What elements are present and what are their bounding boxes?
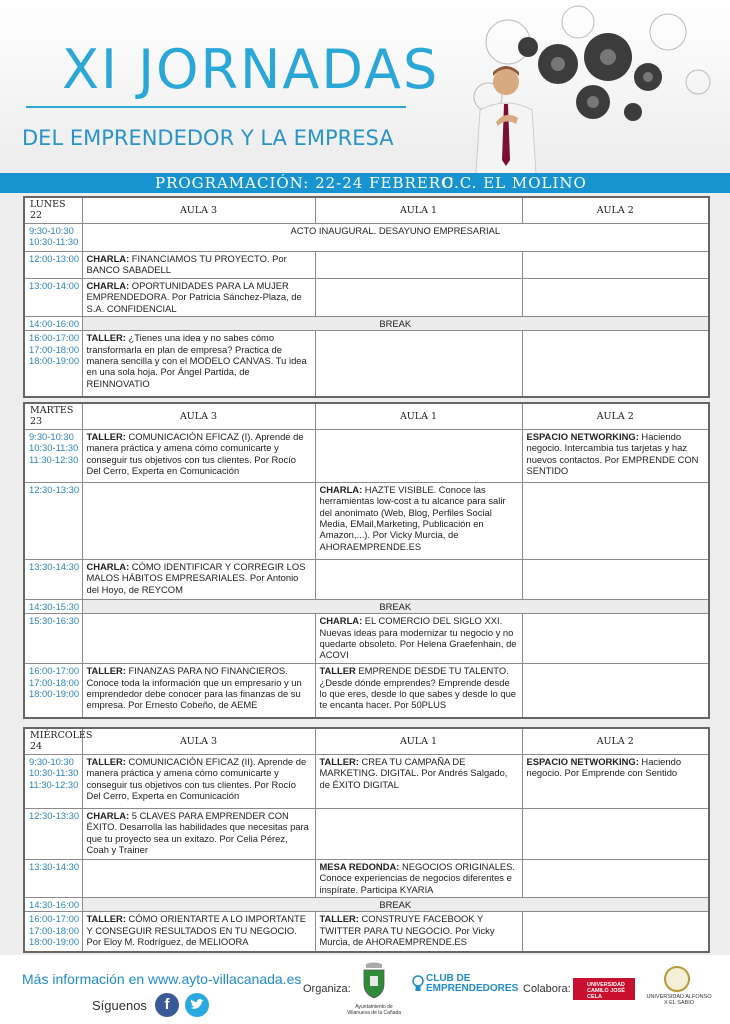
session-type: MESA REDONDA: (319, 860, 400, 872)
break-cell: BREAK (82, 599, 709, 613)
session-type: CHARLA: (319, 483, 363, 495)
table-row (24, 278, 709, 316)
time-slot: 13:30-14:30 (24, 859, 82, 897)
session-type: TALLER: (86, 913, 126, 925)
session-cell (315, 614, 522, 664)
empty-cell (522, 251, 709, 278)
room-header: AULA 2 (522, 197, 709, 223)
header (0, 0, 730, 172)
session-text: FINANCIAMOS TU PROYECTO. Por BANCO SABADELL (86, 252, 287, 276)
time-slot: 14:00-16:00 (24, 316, 82, 330)
table-row (24, 316, 709, 330)
session-text: CREA TU CAMPAÑA DE MARKETING. DIGITAL. Por Andrés Salgado, de ÉXITO DIGITAL (319, 755, 508, 790)
empty-cell (522, 278, 709, 316)
more-info-link[interactable]: Más información en www.ayto-villacanada.es (22, 971, 302, 987)
empty-cell (315, 559, 522, 599)
session-type: TALLER: (86, 665, 126, 677)
room-header: AULA 1 (315, 403, 522, 429)
uax-name: UNIVERSIDAD ALFONSO X EL SABIO (646, 994, 712, 1006)
time-slot: 16:00-17:00 17:00-18:00 18:00-19:00 (24, 331, 82, 397)
session-cell (315, 859, 522, 897)
session-text: HAZTE VISIBLE. Conoce las herramientas low-cost a tu alcance para salir del anonimato (Web, Blog, Perfiles Social Media, EMail,Marketing, Publicación en Amazon,...). Por Vicky Murcia, de AHORAEMPRENDE.ES (319, 483, 506, 552)
session-text: COMUNICACIÓN EFICAZ (I). Aprende de manera práctica y amena cómo comunicarte y conseguir tus objetivos con tus clientes. Por Rocío Del Cerro, Experta en Comunicación (86, 430, 304, 477)
empty-cell (522, 912, 709, 952)
session-text: CÓMO ORIENTARTE A LO IMPORTANTE Y CONSEGUIR RESULTADOS EN TU NEGOCIO. Por Eloy M. Rodríguez, de MELIOORA (86, 913, 306, 948)
empty-cell (522, 808, 709, 859)
empty-cell (522, 614, 709, 664)
time-slot: 12:30-13:30 (24, 482, 82, 559)
table-row (24, 331, 709, 397)
empty-cell (82, 482, 315, 559)
organiza-label: Organiza: (303, 983, 351, 995)
session-type: ESPACIO NETWORKING: (526, 430, 639, 442)
empty-cell (315, 251, 522, 278)
session-text: 5 CLAVES PARA EMPRENDER CON ÉXITO. Desarrolla las habilidades que necesitas para que tu proyecto sea un exitazo. Por Celia Pérez, Coah y Trainer (86, 809, 309, 856)
session-text: EL COMERCIO DEL SIGLO XXI. Nuevas ideas para modernizar tu negocio y no quedarte obsoleto. Por Helena Graefenhain, de ACOVI (319, 615, 517, 661)
empty-cell (522, 559, 709, 599)
programme-band (0, 173, 730, 193)
room-header: AULA 3 (82, 197, 315, 223)
table-row (24, 664, 709, 718)
empty-cell (522, 482, 709, 559)
session-type: TALLER: (319, 913, 359, 925)
session-type: CHARLA: (86, 560, 130, 572)
session-text: CÓMO IDENTIFICAR Y CORREGIR LOS MALOS HÁBITOS EMPRESARIALES. Por Antonio del Hoyo, de REYCOM (86, 560, 306, 595)
table-row (24, 808, 709, 859)
time-slot: 12:00-13:00 (24, 251, 82, 278)
session-cell (82, 912, 315, 952)
time-slot: 9:30-10:30 10:30-11:30 11:30-12:30 (24, 429, 82, 482)
session-cell (82, 808, 315, 859)
session-text: EMPRENDE DESDE TU TALENTO. ¿Desde dónde emprendes? Emprende desde lo que eres, desde lo que sabes y desde lo que te encanta hacer. Por 50PLUS (319, 665, 516, 711)
time-slot: 9:30-10:30 10:30-11:30 (24, 223, 82, 251)
time-slot: 13:30-14:30 (24, 559, 82, 599)
facebook-icon[interactable]: f (155, 993, 179, 1017)
uax-crest-logo (664, 966, 690, 992)
ucjc-logo (573, 978, 635, 1000)
table-row (24, 599, 709, 613)
club-line2: EMPRENDEDORES (426, 983, 519, 994)
title-underline (26, 106, 406, 108)
day-label: MIÉRCOLES 24 (24, 728, 82, 754)
schedule-monday (23, 196, 710, 398)
day-label: MARTES 23 (24, 403, 82, 429)
table-row (24, 482, 709, 559)
empty-cell (315, 278, 522, 316)
room-header: AULA 3 (82, 403, 315, 429)
session-type: CHARLA: (86, 279, 130, 291)
ucjc-name: UNIVERSIDAD CAMILO JOSÉ CELA (587, 982, 625, 1000)
session-cell (522, 754, 709, 808)
table-row (24, 912, 709, 952)
session-span: ACTO INAUGURAL. DESAYUNO EMPRESARIAL (82, 223, 709, 251)
room-header: AULA 1 (315, 197, 522, 223)
room-header: AULA 2 (522, 403, 709, 429)
schedule-wednesday (23, 727, 710, 953)
empty-cell (82, 859, 315, 897)
session-text: Haciendo negocio. Por Emprende con Sentido (526, 755, 682, 779)
table-row (24, 429, 709, 482)
empty-cell (522, 331, 709, 397)
table-row (24, 754, 709, 808)
session-type: TALLER: (319, 755, 359, 767)
businessman-illustration (466, 60, 544, 174)
session-cell (82, 331, 315, 397)
session-type: TALLER: (86, 755, 126, 767)
page-subtitle: DEL EMPRENDEDOR Y LA EMPRESA (22, 126, 394, 150)
time-slot: 14:30-16:00 (24, 897, 82, 911)
room-header: AULA 3 (82, 728, 315, 754)
empty-cell (522, 664, 709, 718)
page-title: XI JORNADAS (62, 38, 440, 101)
twitter-icon[interactable] (185, 993, 209, 1017)
follow-label: Síguenos (92, 998, 147, 1013)
session-type: CHARLA: (86, 252, 130, 264)
session-text: OPORTUNIDADES PARA LA MUJER EMPRENDEDORA. Por Patricia Sánchez-Plaza, de S.A. CONFIDENCIAL (86, 279, 302, 314)
session-type: CHARLA: (319, 615, 363, 627)
session-text: COMUNICACIÓN EFICAZ (II). Aprende de manera práctica y amena cómo comunicarte y conseguir tus objetivos con tus clientes. Por Rocío Del Cerro, Experta en Comunicación (86, 755, 307, 802)
town-hall-caption: Ayuntamiento de Villanueva de la Cañada (346, 1004, 402, 1016)
session-cell (82, 664, 315, 718)
table-row (24, 251, 709, 278)
time-slot: 9:30-10:30 10:30-11:30 11:30-12:30 (24, 754, 82, 808)
session-cell (82, 278, 315, 316)
break-cell: BREAK (82, 897, 709, 911)
table-row (24, 897, 709, 911)
table-row (24, 223, 709, 251)
empty-cell (315, 331, 522, 397)
session-cell (82, 429, 315, 482)
session-type: TALLER (319, 665, 356, 677)
session-type: ESPACIO NETWORKING: (526, 755, 639, 767)
time-slot: 12:30-13:30 (24, 808, 82, 859)
session-cell (522, 429, 709, 482)
session-cell (315, 754, 522, 808)
table-row (24, 614, 709, 664)
session-cell (82, 559, 315, 599)
time-slot: 16:00-17:00 17:00-18:00 18:00-19:00 (24, 664, 82, 718)
time-slot: 14:30-15:30 (24, 599, 82, 613)
room-header: AULA 2 (522, 728, 709, 754)
time-slot: 15:30-16:30 (24, 614, 82, 664)
session-type: CHARLA: (86, 809, 130, 821)
time-slot: 16:00-17:00 17:00-18:00 18:00-19:00 (24, 912, 82, 952)
band-dates: PROGRAMACIÓN: 22-24 FEBRERO (155, 174, 455, 192)
session-type: TALLER: (86, 430, 126, 442)
empty-cell (315, 808, 522, 859)
colabora-label: Colabora: (523, 983, 571, 995)
session-text: FINANZAS PARA NO FINANCIEROS. Conoce toda la información que un empresario y un emprendedor debe conocer para las finanzas de su empresa. Por Ernesto Cobeño, de AEME (86, 665, 302, 711)
session-text: Haciendo negocio. Intercambia tus tarjetas y haz nuevos contactos. Por EMPRENDE CON SENTIDO (526, 430, 699, 477)
session-cell (82, 251, 315, 278)
club-logo (426, 974, 518, 994)
empty-cell (315, 429, 522, 482)
session-cell (315, 912, 522, 952)
club-line1: CLUB DE (426, 973, 471, 984)
town-crest-logo (360, 962, 388, 1000)
empty-cell (522, 859, 709, 897)
session-text: NEGOCIOS ORIGINALES. Conoce experiencias de negocios diferentes e inspírate. Participa KYARIA (319, 860, 516, 895)
table-row (24, 859, 709, 897)
schedule-tuesday (23, 402, 710, 719)
session-cell (315, 664, 522, 718)
break-cell: BREAK (82, 316, 709, 330)
lightbulb-icon (412, 975, 424, 993)
table-row (24, 559, 709, 599)
time-slot: 13:00-14:00 (24, 278, 82, 316)
band-venue: C.C. EL MOLINO (442, 174, 587, 192)
session-text: ¿Tienes una idea y no sabes cómo transformarla en plan de empresa? Practica de manera sencilla y con el MODELO CANVAS. Tu idea en una sola hoja. Por Ángel Partida, de REINNOVATIO (86, 332, 307, 389)
session-cell (82, 754, 315, 808)
session-text: CONSTRUYE FACEBOOK Y TWITTER PARA TU NEGOCIO. Por Vicky Murcia, de AHORAEMPRENDE.ES (319, 913, 495, 948)
day-label: LUNES 22 (24, 197, 82, 223)
room-header: AULA 1 (315, 728, 522, 754)
session-type: TALLER: (86, 332, 126, 344)
session-cell (315, 482, 522, 559)
empty-cell (82, 614, 315, 664)
